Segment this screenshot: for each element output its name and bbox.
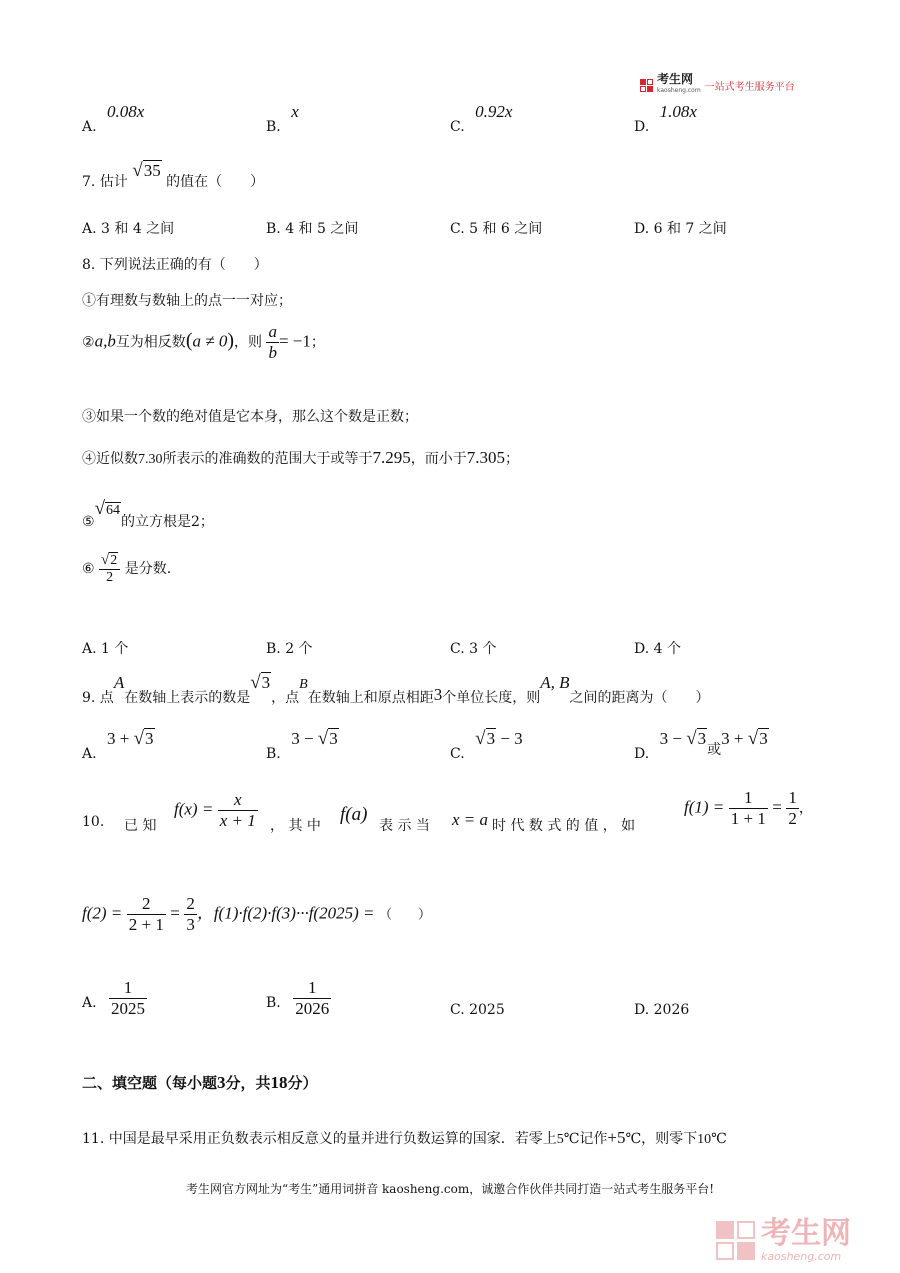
watermark xyxy=(716,1218,851,1263)
sqrt-64: √64 xyxy=(94,498,120,519)
q8-statement-4: ④近似数7.30所表示的准确数的范围大于或等于7.295，而小于7.305； xyxy=(82,448,519,467)
sqrt-3: √3 xyxy=(250,672,271,693)
q10-num: 10. xyxy=(82,814,105,830)
q10-option-b: B. $\frac{1}{2026}$ xyxy=(266,978,330,1018)
fraction-sqrt2-over-2: $\frac{√2}{2}$ xyxy=(99,552,120,586)
header-slogan: 一站式考生服务平台 xyxy=(704,81,795,93)
q10-option-d: D. 2026 xyxy=(634,1002,690,1018)
footer-text: 考生网官方网址为“考生”通用词拼音 kaosheng.com，诚邀合作伙伴共同打造一站式考生服务平台! xyxy=(185,1182,715,1196)
q7-option-c: C. 5 和 6 之间 xyxy=(450,221,543,237)
fraction-1-over-1-plus-1: $\frac{1}{1 + 1}$ xyxy=(730,788,766,828)
q6-option-b: B. x xyxy=(266,102,299,135)
q10-word-1: 已 知 xyxy=(124,818,157,834)
q6-option-d: D. 1.08x xyxy=(634,102,697,135)
q7-option-b: B. 4 和 5 之间 xyxy=(266,221,359,237)
q8-statement-6: ⑥ $\frac{√2}{2}$ 是分数. xyxy=(82,552,172,585)
q10-fa: f(a) xyxy=(340,804,368,825)
q8-option-a: A. 1 个 xyxy=(82,641,129,657)
q8-stem: 8. 下列说法正确的有（ ） xyxy=(82,257,268,273)
q10-word-3: 表 示 当 xyxy=(379,818,430,834)
fraction-1-over-2: $\frac{1}{2}$ xyxy=(788,788,797,828)
fraction-2-over-3: $\frac{2}{3}$ xyxy=(186,894,195,934)
q8-statement-3: ③如果一个数的绝对值是它本身，那么这个数是正数； xyxy=(82,409,418,425)
q10-line-2: f(2) = $\frac{2}{2 + 1}$ = $\frac{2}{3}$ ，f(1)·f(2)·f(3)···f(2025) = （ ） xyxy=(82,894,431,934)
q8-option-b: B. 2 个 xyxy=(266,641,313,657)
q8-statement-2: ②a,b互为相反数(a ≠ 0)，则 $\frac{a}{b}$ = −1； xyxy=(82,322,325,362)
q8-statement-5: ⑤√64的立方根是2； xyxy=(82,498,214,530)
q9-option-d: D. 3 − √3或3 + √3 xyxy=(634,728,768,762)
watermark-brand: 考生网 xyxy=(761,1216,851,1251)
q10-word-2: ， 其 中 xyxy=(270,818,321,834)
fraction-a-over-b: $\frac{a}{b}$ xyxy=(268,322,277,362)
q8-option-c: C. 3 个 xyxy=(450,641,497,657)
q10-fx-def: f(x) = $\frac{x}{x + 1}$ xyxy=(174,790,256,830)
sqrt-35: √35 xyxy=(132,160,161,181)
logo-mark-icon xyxy=(640,79,653,92)
q9-option-c: C. √3 − 3 xyxy=(450,728,523,762)
q9-option-a: A. 3 + √3 xyxy=(82,728,154,762)
q10-f1-example: f(1) = $\frac{1}{1 + 1}$ = $\frac{1}{2}$ ， xyxy=(684,788,813,828)
q7-option-d: D. 6 和 7 之间 xyxy=(634,221,727,237)
q7-stem: 7. 估计 √35 的值在（ ） xyxy=(82,160,265,190)
q9-stem: 9. 点A在数轴上表示的数是√3，点B在数轴上和原点相距3个单位长度，则A, B之间的距离为（ ） xyxy=(82,672,710,706)
q8-statement-1: ①有理数与数轴上的点一一对应； xyxy=(82,293,292,309)
q9-option-b: B. 3 − √3 xyxy=(266,728,338,762)
fraction-2-over-2-plus-1: $\frac{2}{2 + 1}$ xyxy=(128,894,164,934)
q7-option-a: A. 3 和 4 之间 xyxy=(82,221,175,237)
q6-option-a: A. 0.08x xyxy=(82,102,145,135)
brand-sub: kaosheng.com xyxy=(657,87,701,94)
q10-option-a: A. $\frac{1}{2025}$ xyxy=(82,978,146,1018)
fraction-1-over-2025: $\frac{1}{2025}$ xyxy=(111,978,146,1018)
q10-word-4: 时 代 数 式 的 值 ， 如 xyxy=(492,818,636,834)
fraction-x-over-x-plus-1: $\frac{x}{x + 1}$ xyxy=(219,790,256,830)
brand-name: 考生网 kaosheng.com xyxy=(657,72,701,94)
q6-option-c: C. 0.92x xyxy=(450,102,513,135)
q11-stem: 11. 中国是最早采用正负数表示相反意义的量并进行负数运算的国家．若零上5℃记作+5℃，则零下10℃ xyxy=(82,1128,727,1147)
watermark-logo-icon xyxy=(716,1221,755,1260)
q8-option-d: D. 4 个 xyxy=(634,641,681,657)
fraction-1-over-2026: $\frac{1}{2026}$ xyxy=(295,978,330,1018)
section-2-heading: 二、填空题（每小题3分，共18分） xyxy=(82,1073,318,1092)
q10-xa: x = a xyxy=(452,810,489,829)
watermark-sub: kaosheng.com xyxy=(761,1250,842,1263)
q10-option-c: C. 2025 xyxy=(450,1002,505,1018)
header-logo xyxy=(640,74,795,96)
